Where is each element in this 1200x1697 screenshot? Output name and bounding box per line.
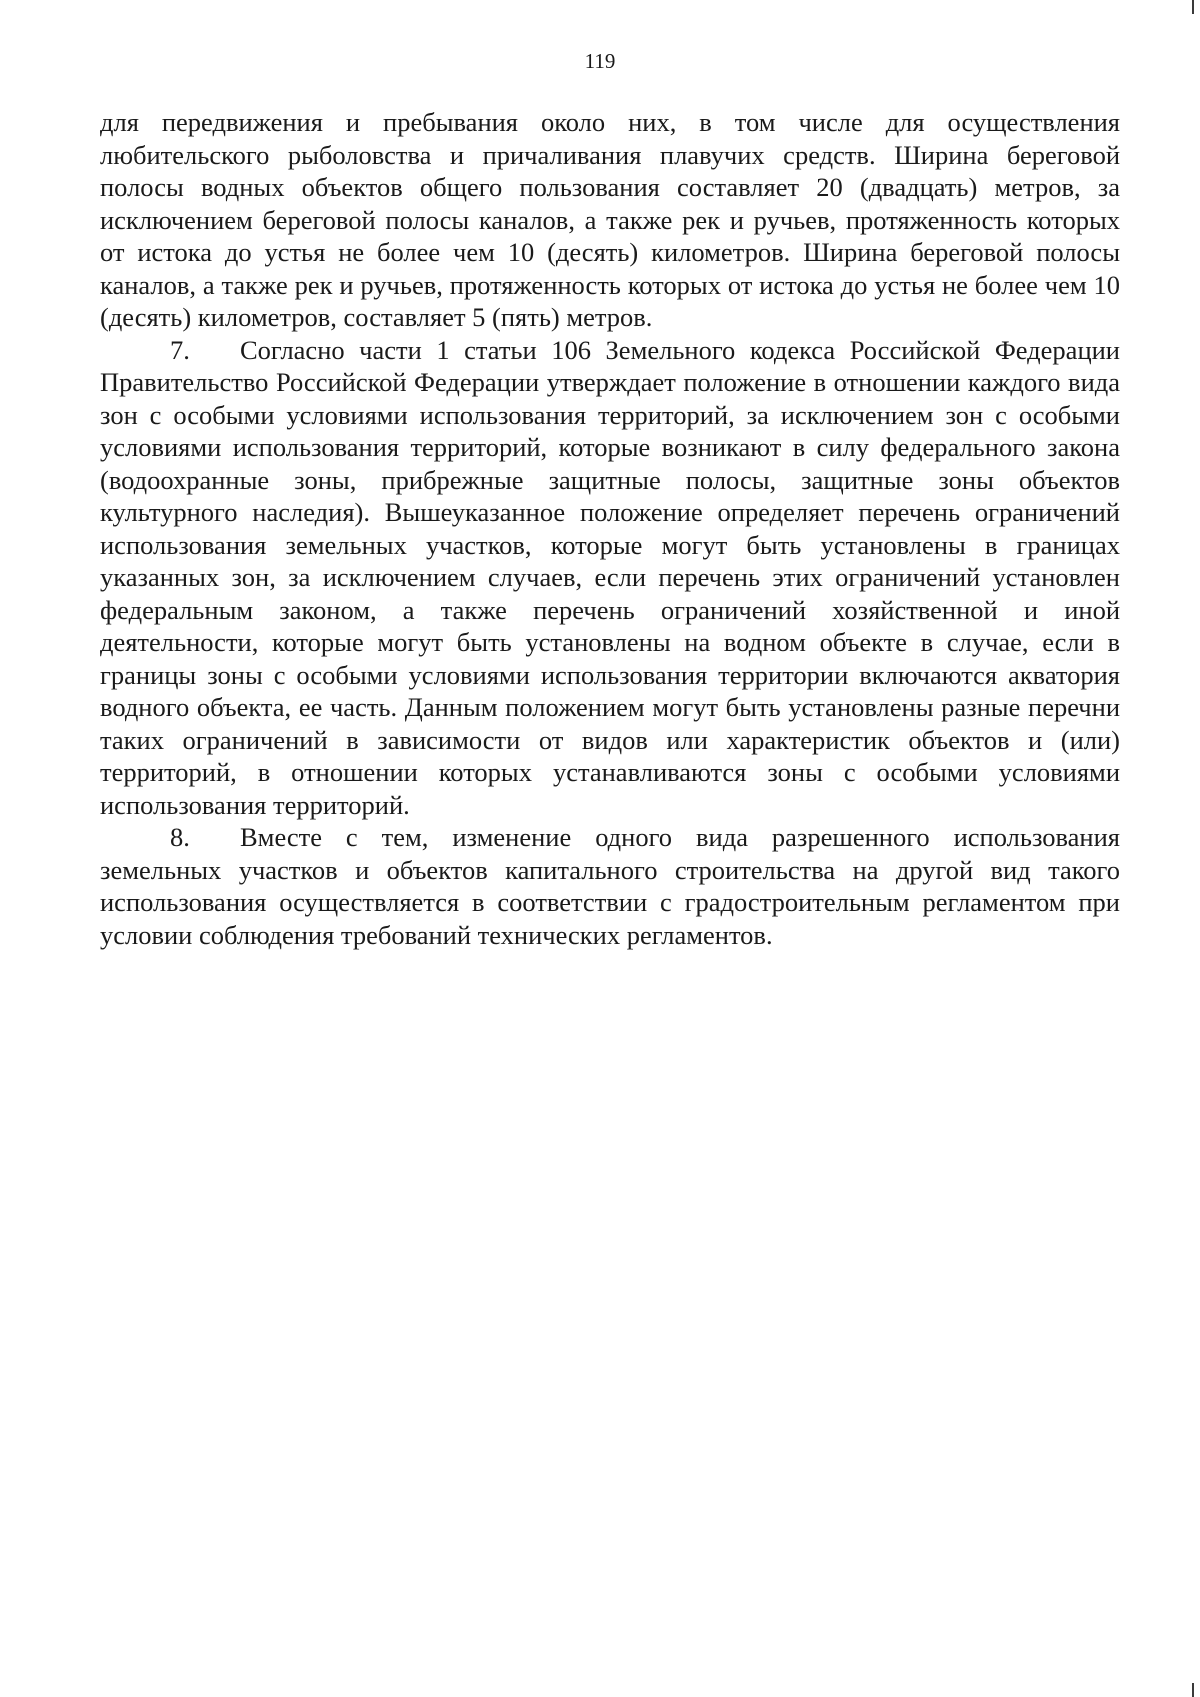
scan-edge-mark-top <box>1192 0 1194 14</box>
paragraph-number: 8. <box>170 822 190 852</box>
scan-edge-mark-bottom <box>1192 1683 1194 1697</box>
paragraph-continuation <box>100 106 1120 334</box>
document-body <box>100 106 1120 951</box>
paragraph-number: 7. <box>170 334 190 365</box>
paragraph-text: Согласно части 1 статьи 106 Земельного кодекса Российской Федерации Правительство Российской Федерации утверждает положение в отношении каждого вида зон с особыми условиями использования территорий, за исключением зон с особыми условиями использования территорий, которые возникают в силу федерального закона (водоохранные зоны, прибрежные защитные полосы, защитные зоны объектов культурного наследия). Вышеуказанное положение определяет перечень ограничений использования земельных участков, которые могут быть установлены в границах указанных зон, за исключением случаев, если перечень этих ограничений установлен федеральным законом, а также перечень ограничений хозяйственной и иной деятельности, которые могут быть установлены на водном объекте в случае, если в границы зоны с особыми условиями использования территории включаются акватория водного объекта, ее часть. Данным положением могут быть установлены разные перечни таких ограничений в зависимости от видов или характеристик объектов и (или) территорий, в отношении которых устанавливаются зоны с особыми условиями использования территорий. <box>100 334 1120 820</box>
paragraph-8 <box>100 821 1120 951</box>
paragraph-text: для передвижения и пребывания около них, в том числе для осуществления любительского рыболовства и причаливания плавучих средств. Ширина береговой полосы водных объектов общего пользования составляет 20 (двадцать) метров, за исключением береговой полосы каналов, а также рек и ручьев, протяженность которых от истока до устья не более чем 10 (десять) километров. Ширина береговой полосы каналов, а также рек и ручьев, протяженность которых от истока до устья не более чем 10 (десять) километров, составляет 5 (пять) метров. <box>100 107 1120 332</box>
page-number: 119 <box>584 49 616 73</box>
paragraph-text: Вместе с тем, изменение одного вида разрешенного использования земельных участков и объектов капитального строительства на другой вид такого использования осуществляется в соответствии с градостроительным регламентом при условии соблюдения требований технических регламентов. <box>100 822 1120 950</box>
paragraph-7 <box>100 334 1120 822</box>
